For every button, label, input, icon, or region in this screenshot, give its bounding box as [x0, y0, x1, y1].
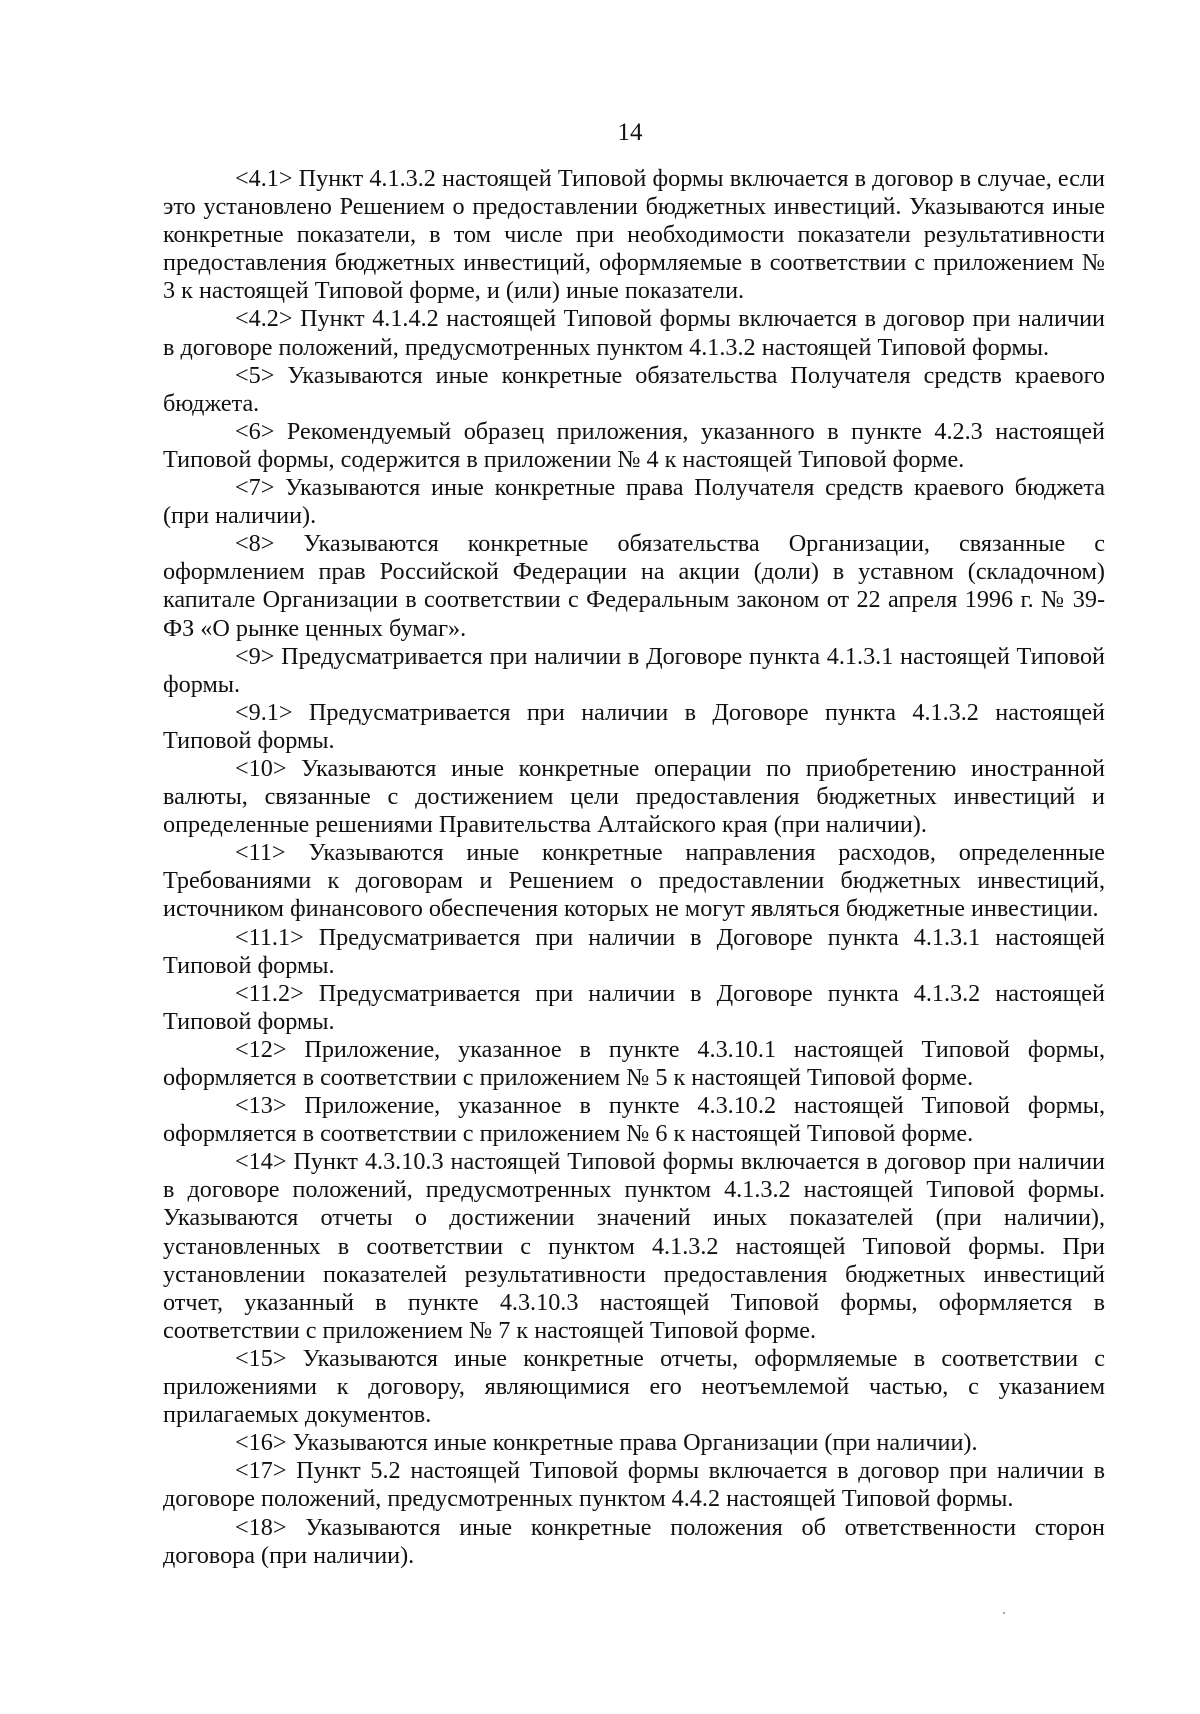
scan-speck: [1003, 1612, 1005, 1614]
footnote-4-2: <4.2> Пункт 4.1.4.2 настоящей Типовой формы включается в договор при наличии в договоре положений, предусмотренных пунктом 4.1.3.2 настоящей Типовой формы.: [163, 305, 1105, 361]
footnote-7: <7> Указываются иные конкретные права Получателя средств краевого бюджета (при наличии).: [163, 474, 1105, 530]
footnote-18: <18> Указываются иные конкретные положения об ответственности сторон договора (при наличии).: [163, 1513, 1105, 1569]
footnote-9: <9> Предусматривается при наличии в Договоре пункта 4.1.3.1 настоящей Типовой формы.: [163, 642, 1105, 698]
footnote-8: <8> Указываются конкретные обязательства Организации, связанные с оформлением прав Российской Федерации на акции (доли) в уставном (складочном) капитале Организации в соответствии с Федеральным законом от 22 апреля 1996 г. № 39-ФЗ «О рынке ценных бумаг».: [163, 530, 1105, 642]
footnote-11: <11> Указываются иные конкретные направления расходов, определенные Требованиями к договорам и Решением о предоставлении бюджетных инвестиций, источником финансового обеспечения которых не могут являться бюджетные инвестиции.: [163, 839, 1105, 923]
footnote-4-1: <4.1> Пункт 4.1.3.2 настоящей Типовой формы включается в договор в случае, если это установлено Решением о предоставлении бюджетных инвестиций. Указываются иные конкретные показатели, в том числе при необходимости показатели результативности предоставления бюджетных инвестиций, оформляемые в соответствии с приложением № 3 к настоящей Типовой форме, и (или) иные показатели.: [163, 165, 1105, 305]
footnote-15: <15> Указываются иные конкретные отчеты, оформляемые в соответствии с приложениями к договору, являющимися его неотъемлемой частью, с указанием прилагаемых документов.: [163, 1344, 1105, 1429]
footnote-13: <13> Приложение, указанное в пункте 4.3.10.2 настоящей Типовой формы, оформляется в соответствии с приложением № 6 к настоящей Типовой форме.: [163, 1092, 1105, 1148]
footnote-12: <12> Приложение, указанное в пункте 4.3.10.1 настоящей Типовой формы, оформляется в соответствии с приложением № 5 к настоящей Типовой форме.: [163, 1035, 1105, 1091]
footnote-5: <5> Указываются иные конкретные обязательства Получателя средств краевого бюджета.: [163, 361, 1105, 417]
footnote-10: <10> Указываются иные конкретные операции по приобретению иностранной валюты, связанные с достижением цели предоставления бюджетных инвестиций и определенные решениями Правительства Алтайского края (при наличии).: [163, 754, 1105, 839]
page-number: 14: [617, 119, 643, 146]
footnote-11-1: <11.1> Предусматривается при наличии в Договоре пункта 4.1.3.1 настоящей Типовой формы.: [163, 923, 1105, 979]
footnote-17: <17> Пункт 5.2 настоящей Типовой формы включается в договор при наличии в договоре положений, предусмотренных пунктом 4.4.2 настоящей Типовой формы.: [163, 1457, 1105, 1513]
footnote-11-2: <11.2> Предусматривается при наличии в Договоре пункта 4.1.3.2 настоящей Типовой формы.: [163, 979, 1105, 1035]
footnote-16: <16> Указываются иные конкретные права Организации (при наличии).: [235, 1429, 978, 1457]
footnote-14: <14> Пункт 4.3.10.3 настоящей Типовой формы включается в договор при наличии в договоре положений, предусмотренных пунктом 4.1.3.2 настоящей Типовой формы. Указываются отчеты о достижении значений иных показателей (при наличии), установленных в соответствии с пунктом 4.1.3.2 настоящей Типовой формы. При установлении показателей результативности предоставления бюджетных инвестиций отчет, указанный в пункте 4.3.10.3 настоящей Типовой формы, оформляется в соответствии с приложением № 7 к настоящей Типовой форме.: [163, 1148, 1105, 1344]
footnote-9-1: <9.1> Предусматривается при наличии в Договоре пункта 4.1.3.2 настоящей Типовой формы.: [163, 698, 1105, 754]
footnote-6: <6> Рекомендуемый образец приложения, указанного в пункте 4.2.3 настоящей Типовой формы, содержится в приложении № 4 к настоящей Типовой форме.: [163, 417, 1105, 473]
footnotes-body: [163, 165, 1105, 1570]
